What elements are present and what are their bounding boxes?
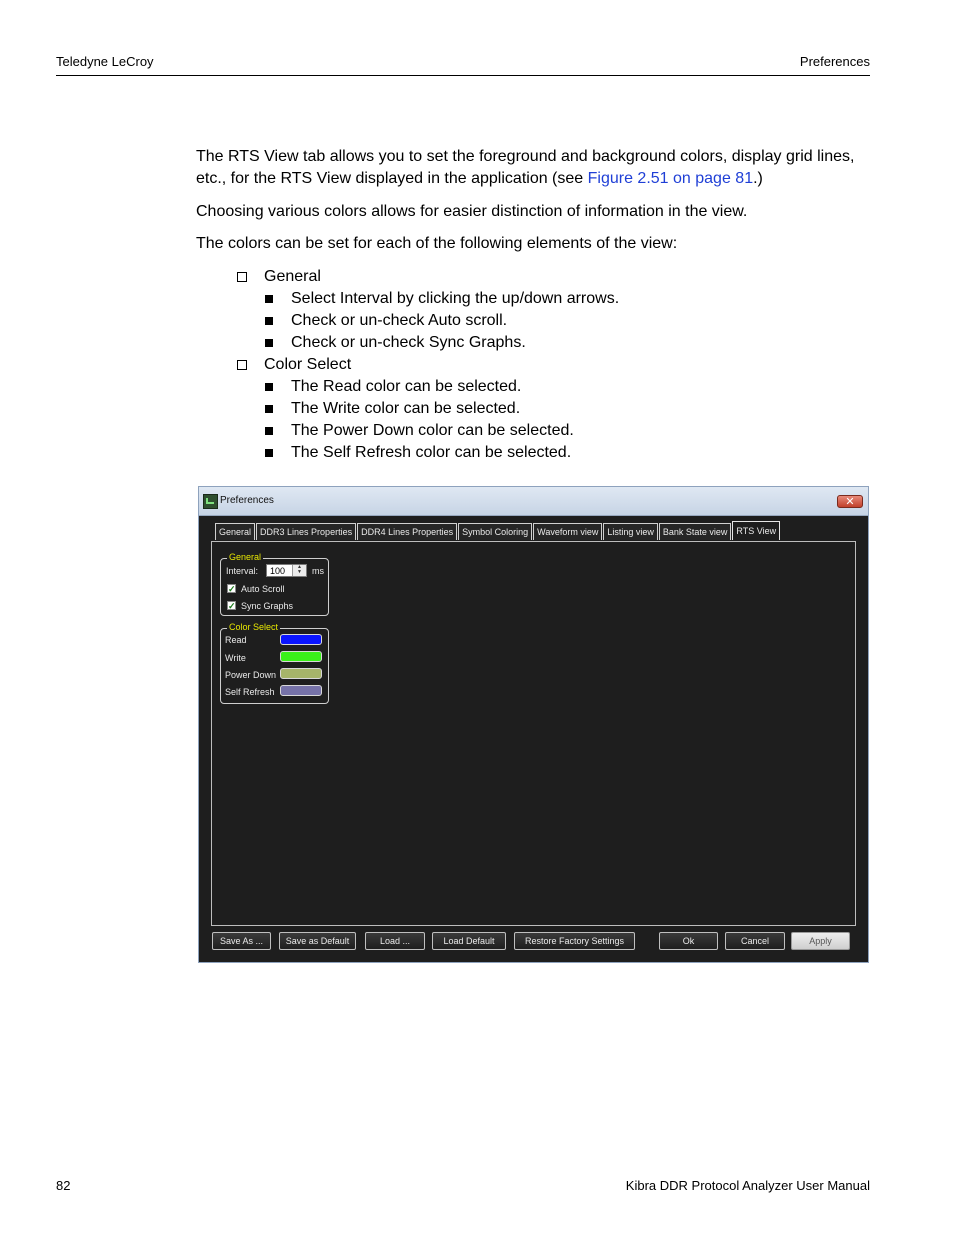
cancel-button[interactable]: Cancel xyxy=(725,932,785,950)
page-number: 82 xyxy=(56,1178,71,1193)
ok-button[interactable]: Ok xyxy=(659,932,718,950)
list-subitem-text: Select Interval by clicking the up/down arrows. xyxy=(291,290,620,307)
dialog-title: Preferences xyxy=(220,495,274,506)
figure-cross-reference-link[interactable]: Figure 2.51 on page 81 xyxy=(587,170,754,187)
read-color-label: Read xyxy=(225,635,247,645)
load-button[interactable]: Load ... xyxy=(365,932,425,950)
filled-square-bullet-icon xyxy=(265,295,273,303)
tab-ddr3-lines-properties[interactable]: DDR3 Lines Properties xyxy=(256,523,356,540)
sync-graphs-label: Sync Graphs xyxy=(241,601,294,611)
element-list xyxy=(236,266,619,464)
filled-square-bullet-icon xyxy=(265,405,273,413)
list-subitem xyxy=(265,310,619,332)
list-item-label: Color Select xyxy=(264,356,352,373)
auto-scroll-checkbox[interactable]: ✓ xyxy=(228,584,236,594)
close-button[interactable] xyxy=(837,495,863,508)
tab-rts-view[interactable]: RTS View xyxy=(732,521,780,540)
interval-spinner-arrows[interactable] xyxy=(292,565,306,576)
spinner-up-icon[interactable]: ▲ xyxy=(297,564,302,570)
intro-paragraph xyxy=(196,146,868,190)
color-select-legend: Color Select xyxy=(229,622,279,632)
list-subitem xyxy=(265,420,619,442)
intro-text: The RTS View tab allows you to set the foreground and background colors, display grid lines, etc., for the RTS View displayed in the application (see xyxy=(196,148,855,187)
tab-strip xyxy=(215,523,781,540)
self-refresh-color-swatch[interactable] xyxy=(280,685,322,696)
save-as-default-button[interactable]: Save as Default xyxy=(279,932,356,950)
write-color-swatch[interactable] xyxy=(280,651,322,662)
power-down-color-swatch[interactable] xyxy=(280,668,322,679)
power-down-color-label: Power Down xyxy=(225,670,277,680)
load-default-button[interactable]: Load Default xyxy=(432,932,506,950)
dialog-titlebar[interactable] xyxy=(199,487,868,516)
read-color-swatch[interactable] xyxy=(280,634,322,645)
restore-factory-settings-button[interactable]: Restore Factory Settings xyxy=(514,932,635,950)
list-subitem-text: The Power Down color can be selected. xyxy=(291,422,574,439)
save-as-button[interactable]: Save As ... xyxy=(212,932,271,950)
hollow-square-bullet-icon xyxy=(237,360,247,370)
list-subitem-text: The Write color can be selected. xyxy=(291,400,521,417)
list-subitem xyxy=(265,398,619,420)
app-icon xyxy=(203,494,218,509)
sync-graphs-checkbox[interactable]: ✓ xyxy=(228,601,236,611)
tab-listing-view[interactable]: Listing view xyxy=(603,523,658,540)
apply-button[interactable]: Apply xyxy=(791,932,850,950)
filled-square-bullet-icon xyxy=(265,383,273,391)
list-subitem xyxy=(265,376,619,398)
tab-general[interactable]: General xyxy=(215,523,255,540)
manual-title: Kibra DDR Protocol Analyzer User Manual xyxy=(625,1178,870,1193)
tab-waveform-view[interactable]: Waveform view xyxy=(533,523,602,540)
interval-spinner[interactable] xyxy=(266,564,307,577)
interval-value: 100 xyxy=(270,566,286,576)
general-group-legend: General xyxy=(229,552,262,562)
list-subitem-text: Check or un-check Sync Graphs. xyxy=(291,334,526,351)
tab-symbol-coloring[interactable]: Symbol Coloring xyxy=(458,523,532,540)
interval-label: Interval: xyxy=(226,566,259,576)
list-item-label: General xyxy=(264,268,321,285)
filled-square-bullet-icon xyxy=(265,339,273,347)
auto-scroll-label: Auto Scroll xyxy=(241,584,285,594)
preferences-dialog xyxy=(198,486,869,963)
spinner-down-icon[interactable]: ▼ xyxy=(297,569,302,575)
list-subitem xyxy=(265,288,619,310)
list-subitem xyxy=(265,332,619,354)
write-color-label: Write xyxy=(225,653,246,663)
interval-unit: ms xyxy=(312,566,324,576)
hollow-square-bullet-icon xyxy=(237,272,247,282)
tab-bank-state-view[interactable]: Bank State view xyxy=(659,523,732,540)
filled-square-bullet-icon xyxy=(265,449,273,457)
close-icon: ✕ xyxy=(845,496,855,508)
self-refresh-color-label: Self Refresh xyxy=(225,687,275,697)
list-item-general xyxy=(236,266,619,288)
tab-ddr4-lines-properties[interactable]: DDR4 Lines Properties xyxy=(357,523,457,540)
running-header-left: Teledyne LeCroy xyxy=(56,54,154,69)
elements-paragraph: The colors can be set for each of the following elements of the view: xyxy=(196,235,678,252)
list-subitem xyxy=(265,442,619,464)
list-subitem-text: The Read color can be selected. xyxy=(291,378,522,395)
filled-square-bullet-icon xyxy=(265,317,273,325)
list-item-color-select xyxy=(236,354,619,376)
running-header-right: Preferences xyxy=(799,54,870,69)
intro-text-end: .) xyxy=(753,170,763,187)
list-subitem-text: The Self Refresh color can be selected. xyxy=(291,444,572,461)
colors-paragraph: Choosing various colors allows for easier distinction of information in the view. xyxy=(196,203,748,220)
header-rule xyxy=(56,75,870,76)
list-subitem-text: Check or un-check Auto scroll. xyxy=(291,312,508,329)
filled-square-bullet-icon xyxy=(265,427,273,435)
